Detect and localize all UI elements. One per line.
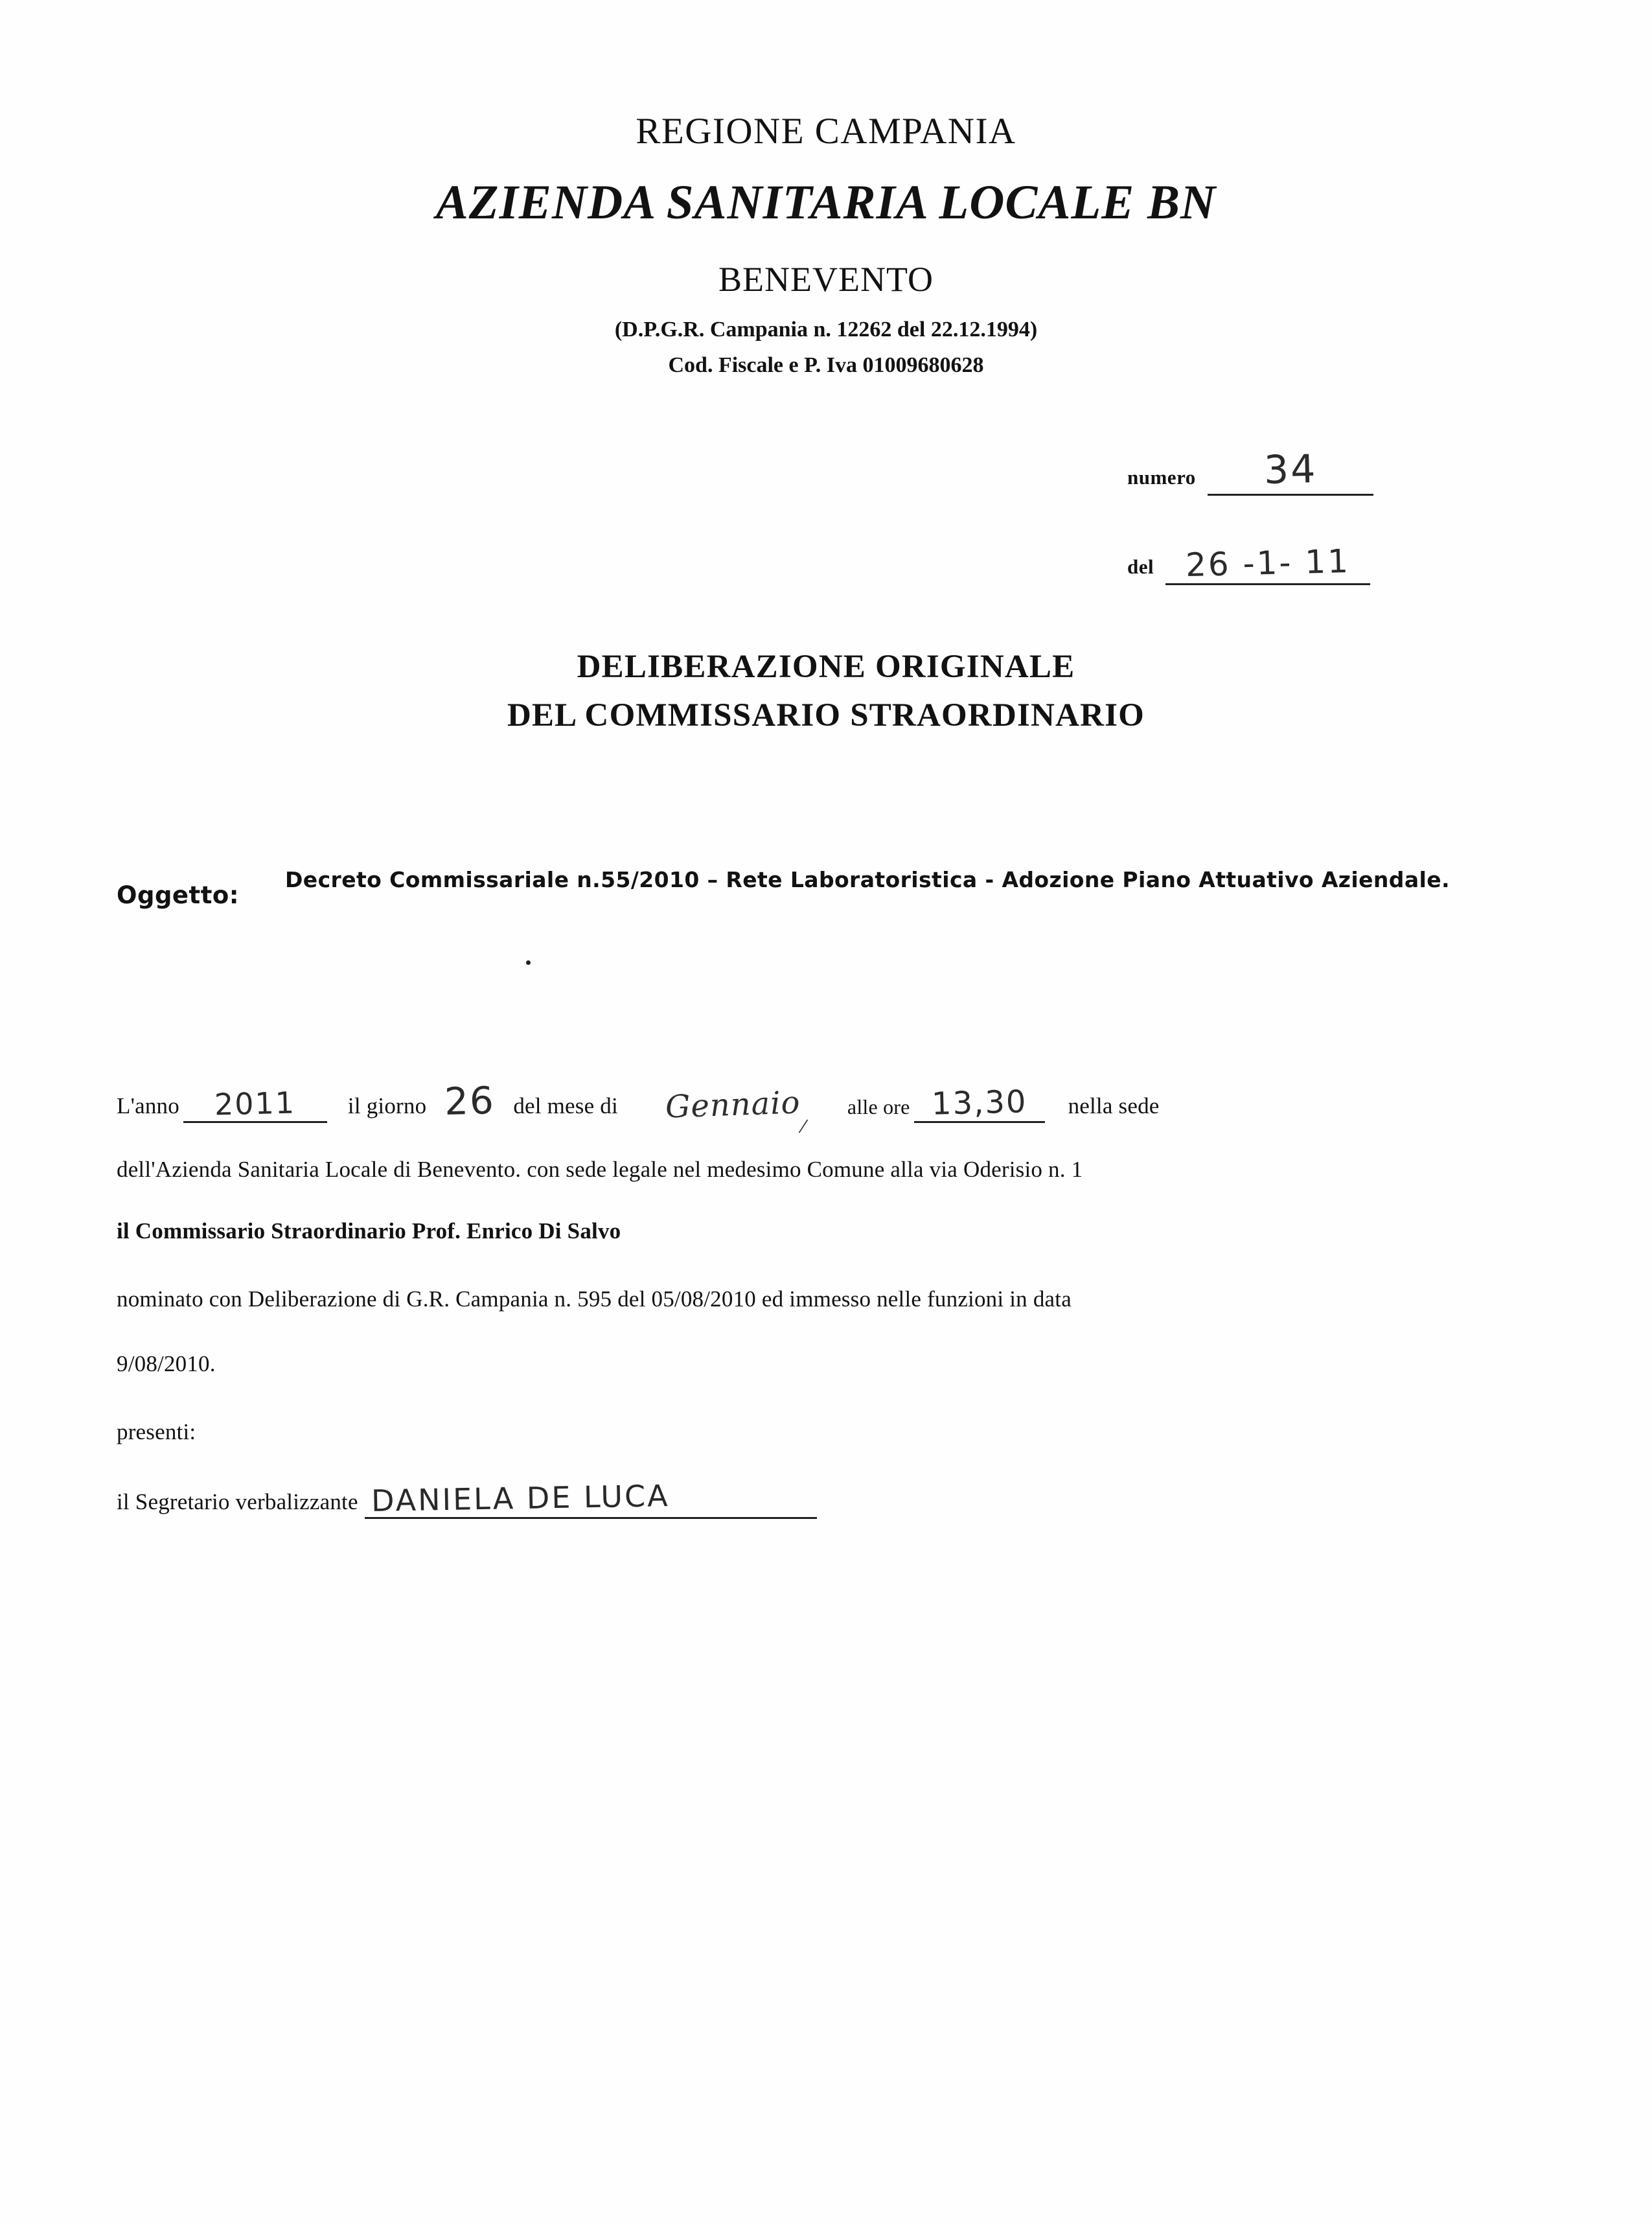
pen-stroke-mark: / — [797, 1114, 809, 1139]
ore-value: 13,30 — [931, 1083, 1027, 1122]
giorno-field[interactable] — [430, 1079, 509, 1123]
header-dpgr-reference: (D.P.G.R. Campania n. 12262 del 22.12.1994) — [614, 318, 1038, 342]
anno-field[interactable] — [183, 1086, 327, 1123]
sede-label: nella sede — [1068, 1093, 1160, 1118]
mese-label: del mese di — [513, 1093, 618, 1118]
anno-label: L'anno — [117, 1093, 179, 1118]
ore-field[interactable] — [914, 1085, 1045, 1123]
sede-line: dell'Azienda Sanitaria Locale di Benevento. con sede legale nel medesimo Comune alla via Oderisio n. 1 — [117, 1157, 1083, 1182]
oggetto-label: Oggetto: — [117, 881, 240, 909]
header-codice-fiscale: Cod. Fiscale e P. Iva 01009680628 — [668, 353, 984, 377]
segretario-signature-value: DANIELA DE LUCA — [371, 1477, 670, 1519]
nomina-date-line: 9/08/2010. — [117, 1351, 216, 1376]
oggetto-text: Decreto Commissariale n.55/2010 – Rete Laboratoristica - Adozione Piano Attuativo Aziendale. — [285, 867, 1450, 892]
meeting-datetime-line — [117, 1078, 1160, 1126]
anno-value: 2011 — [214, 1085, 297, 1122]
document-title-line2: DEL COMMISSARIO STRAORDINARIO — [507, 697, 1145, 734]
mese-field[interactable] — [622, 1084, 843, 1126]
protocol-number-row — [1127, 447, 1373, 496]
numero-value: 34 — [1263, 446, 1318, 493]
header-azienda: AZIENDA SANITARIA LOCALE BN — [435, 176, 1217, 229]
commissario-line: il Commissario Straordinario Prof. Enrico Di Salvo — [117, 1218, 621, 1244]
del-label: del — [1127, 555, 1154, 578]
stray-dot-mark — [526, 960, 531, 965]
document-title-line1: DELIBERAZIONE ORIGINALE — [577, 649, 1075, 685]
segretario-signature-field[interactable] — [365, 1477, 817, 1519]
ore-label: alle ore — [847, 1095, 910, 1118]
header-region: REGIONE CAMPANIA — [636, 111, 1016, 152]
presenti-line: presenti: — [117, 1419, 196, 1444]
header-city: BENEVENTO — [718, 260, 934, 299]
segretario-line — [117, 1477, 817, 1519]
numero-field[interactable] — [1208, 447, 1373, 496]
del-field[interactable] — [1165, 544, 1370, 585]
giorno-label: il giorno — [347, 1093, 427, 1118]
protocol-date-row — [1127, 544, 1370, 585]
giorno-value: 26 — [444, 1078, 496, 1124]
numero-label: numero — [1127, 466, 1196, 489]
mese-value: Gennaio — [664, 1084, 801, 1126]
nomina-line: nominato con Deliberazione di G.R. Campania n. 595 del 05/08/2010 ed immesso nelle funzioni in data — [117, 1286, 1072, 1312]
segretario-label: il Segretario verbalizzante — [117, 1489, 358, 1514]
del-value: 26 -1- 11 — [1185, 542, 1351, 585]
